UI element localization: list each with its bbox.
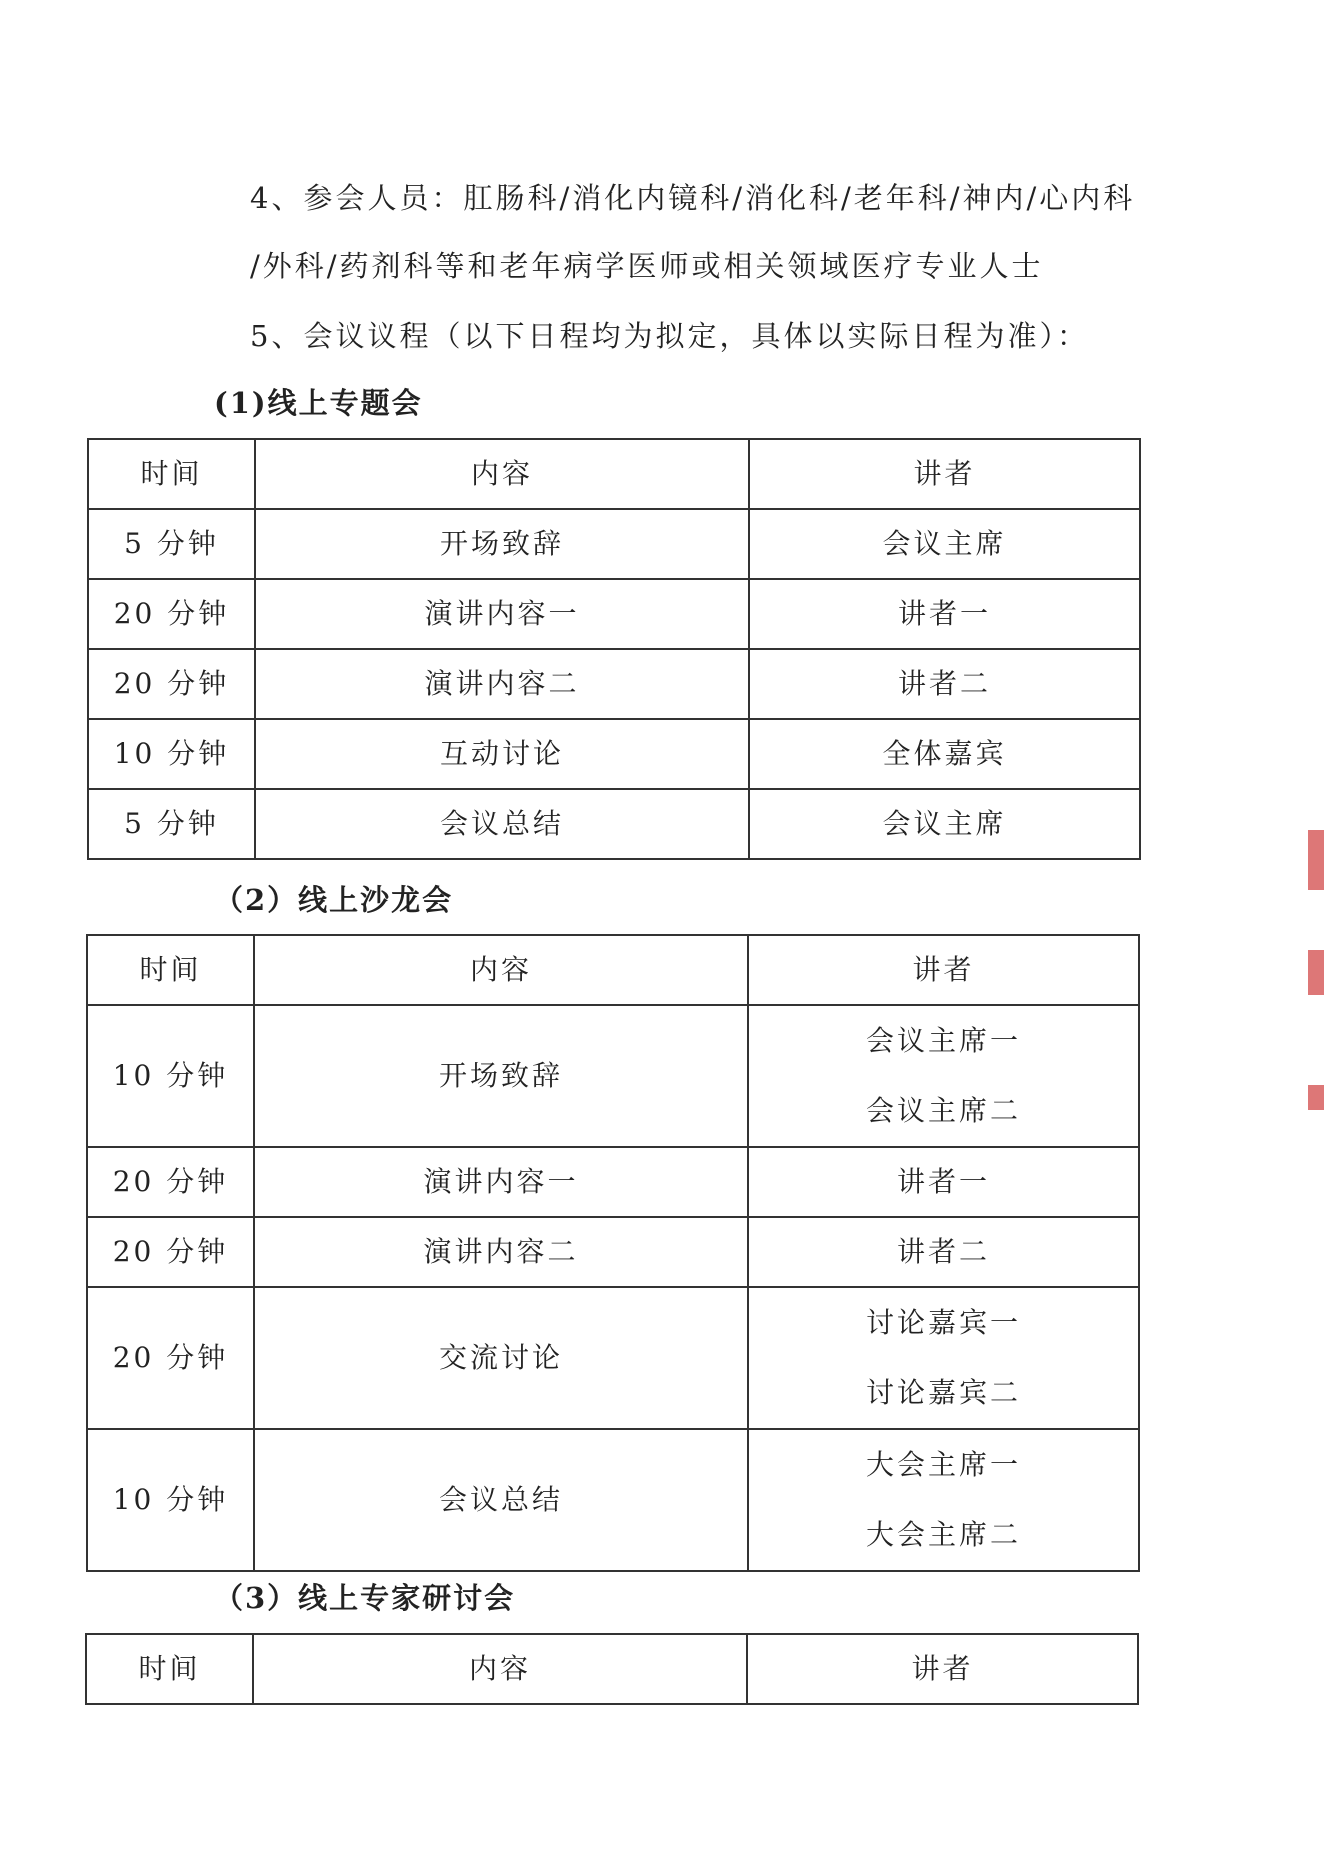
cell-content: 演讲内容二 [254, 1217, 748, 1287]
table-row [88, 649, 1140, 719]
table-header-row [86, 1634, 1138, 1704]
header-speaker: 讲者 [748, 935, 1139, 1005]
cell-speaker [748, 1287, 1139, 1429]
seal-fragment [1308, 950, 1324, 995]
header-time: 时间 [86, 1634, 253, 1704]
table-row [87, 1287, 1139, 1429]
cell-time: 20 分钟 [88, 649, 255, 719]
cell-time: 10 分钟 [87, 1005, 254, 1147]
cell-time: 5 分钟 [88, 509, 255, 579]
header-time: 时间 [87, 935, 254, 1005]
cell-content: 交流讨论 [254, 1287, 748, 1429]
section-title-topic-meeting: (1)线上专题会 [214, 386, 423, 420]
cell-speaker: 会议主席 [749, 789, 1140, 859]
agenda-table-salon-meeting [86, 934, 1140, 1572]
cell-speaker: 讲者二 [748, 1217, 1139, 1287]
cell-content: 会议总结 [254, 1429, 748, 1571]
header-content: 内容 [253, 1634, 747, 1704]
table-row [87, 1429, 1139, 1571]
agenda-table-expert-seminar [85, 1633, 1139, 1705]
header-speaker: 讲者 [749, 439, 1140, 509]
speaker-line: 会议主席二 [865, 1094, 1021, 1127]
cell-content: 开场致辞 [254, 1005, 748, 1147]
table-row [88, 789, 1140, 859]
speaker-line: 讨论嘉宾一 [865, 1306, 1021, 1339]
header-content: 内容 [255, 439, 749, 509]
cell-content: 开场致辞 [255, 509, 749, 579]
agenda-table-topic-meeting [87, 438, 1141, 860]
cell-speaker [748, 1005, 1139, 1147]
cell-content: 演讲内容二 [255, 649, 749, 719]
cell-time: 20 分钟 [87, 1217, 254, 1287]
cell-speaker: 讲者一 [748, 1147, 1139, 1217]
header-speaker: 讲者 [747, 1634, 1138, 1704]
table-header-row [88, 439, 1140, 509]
cell-speaker: 全体嘉宾 [749, 719, 1140, 789]
cell-speaker: 讲者一 [749, 579, 1140, 649]
speaker-line: 会议主席一 [865, 1024, 1021, 1057]
cell-speaker: 讲者二 [749, 649, 1140, 719]
speaker-line: 讨论嘉宾二 [865, 1376, 1021, 1409]
cell-time: 5 分钟 [88, 789, 255, 859]
section-title-expert-seminar: （3）线上专家研讨会 [214, 1581, 516, 1615]
table-row [88, 719, 1140, 789]
cell-time: 20 分钟 [87, 1147, 254, 1217]
paragraph-attendees-line2: /外科/药剂科等和老年病学医师或相关领域医疗专业人士 [250, 249, 1044, 283]
speaker-line: 大会主席一 [865, 1448, 1021, 1481]
section-title-salon-meeting: （2）线上沙龙会 [214, 883, 454, 917]
cell-content: 演讲内容一 [254, 1147, 748, 1217]
seal-fragment [1308, 1085, 1324, 1110]
cell-time: 20 分钟 [87, 1287, 254, 1429]
cell-speaker [748, 1429, 1139, 1571]
cell-time: 20 分钟 [88, 579, 255, 649]
paragraph-agenda-intro: 5、会议议程（以下日程均为拟定，具体以实际日程为准）： [250, 319, 1089, 353]
seal-fragment [1308, 830, 1324, 890]
cell-content: 互动讨论 [255, 719, 749, 789]
cell-content: 演讲内容一 [255, 579, 749, 649]
table-header-row [87, 935, 1139, 1005]
cell-time: 10 分钟 [88, 719, 255, 789]
header-content: 内容 [254, 935, 748, 1005]
table-row [87, 1147, 1139, 1217]
cell-time: 10 分钟 [87, 1429, 254, 1571]
header-time: 时间 [88, 439, 255, 509]
table-row [88, 509, 1140, 579]
table-row [88, 579, 1140, 649]
cell-content: 会议总结 [255, 789, 749, 859]
table-row [87, 1217, 1139, 1287]
cell-speaker: 会议主席 [749, 509, 1140, 579]
speaker-line: 大会主席二 [865, 1518, 1021, 1551]
table-row [87, 1005, 1139, 1147]
paragraph-attendees-line1: 4、参会人员：肛肠科/消化内镜科/消化科/老年科/神内/心内科 [250, 181, 1136, 215]
